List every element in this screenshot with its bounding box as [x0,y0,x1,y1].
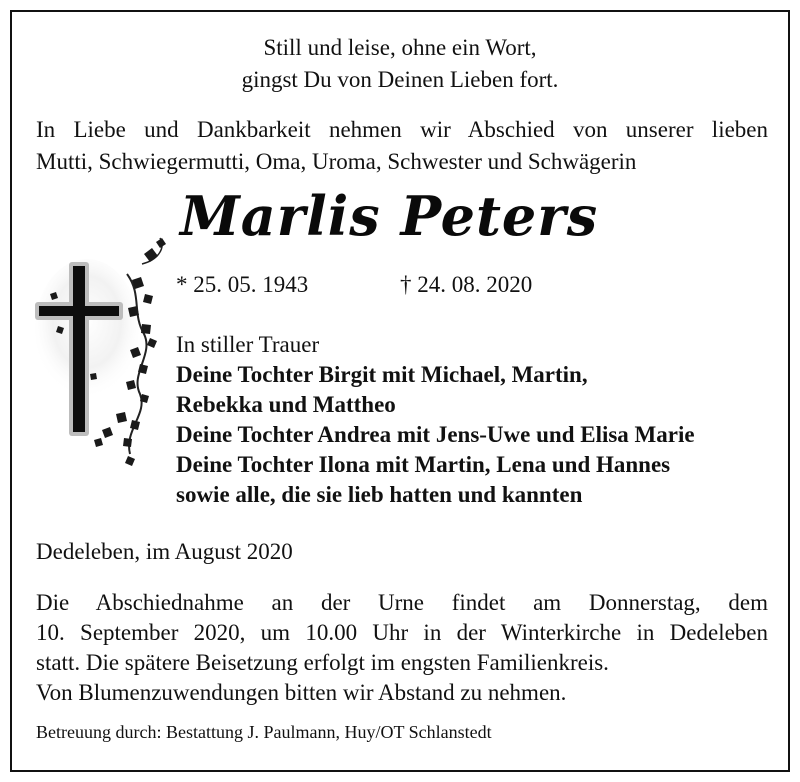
obituary-notice [10,10,790,772]
intro-line-2: Mutti, Schwiegermutti, Oma, Uroma, Schwester und Schwägerin [36,149,637,174]
poem-line-2: gingst Du von Deinen Lieben fort. [241,67,559,92]
info-line-2: 10. September 2020, um 10.00 Uhr in der Winterkirche in Dedeleben [36,620,768,645]
birth-date: * 25. 05. 1943 [176,272,309,297]
mourners-intro: In stiller Trauer [176,332,320,357]
info-line-1: Die Abschiednahme an der Urne findet am Donnerstag, dem [36,590,768,615]
intro-text [36,114,768,178]
intro-line-1: In Liebe und Dankbarkeit nehmen wir Abschied von unserer lieben [36,117,768,142]
mourner-line: sowie alle, die sie lieb hatten und kannten [176,482,583,507]
mourner-line: Deine Tochter Andrea mit Jens-Uwe und Elisa Marie [176,422,695,447]
mourners-block [176,330,695,510]
mourner-line: Deine Tochter Birgit mit Michael, Martin, [176,362,588,387]
mourner-line: Rebekka und Mattheo [176,392,396,417]
ceremony-info [36,588,768,708]
cross-with-ivy-icon [32,234,172,484]
mourner-line: Deine Tochter Ilona mit Martin, Lena und Hannes [176,452,671,477]
info-line-3: statt. Die spätere Beisetzung erfolgt im engsten Familienkreis. [36,650,609,675]
deceased-name: Marlis Peters [180,184,599,248]
poem [12,32,788,96]
place-and-date: Dedeleben, im August 2020 [36,539,293,564]
info-line-4: Von Blumenzuwendungen bitten wir Abstand zu nehmen. [36,680,567,705]
death-date: † 24. 08. 2020 [400,272,533,297]
funeral-home-credit: Betreuung durch: Bestattung J. Paulmann, Huy/OT Schlanstedt [36,722,492,742]
poem-line-1: Still und leise, ohne ein Wort, [263,35,537,60]
